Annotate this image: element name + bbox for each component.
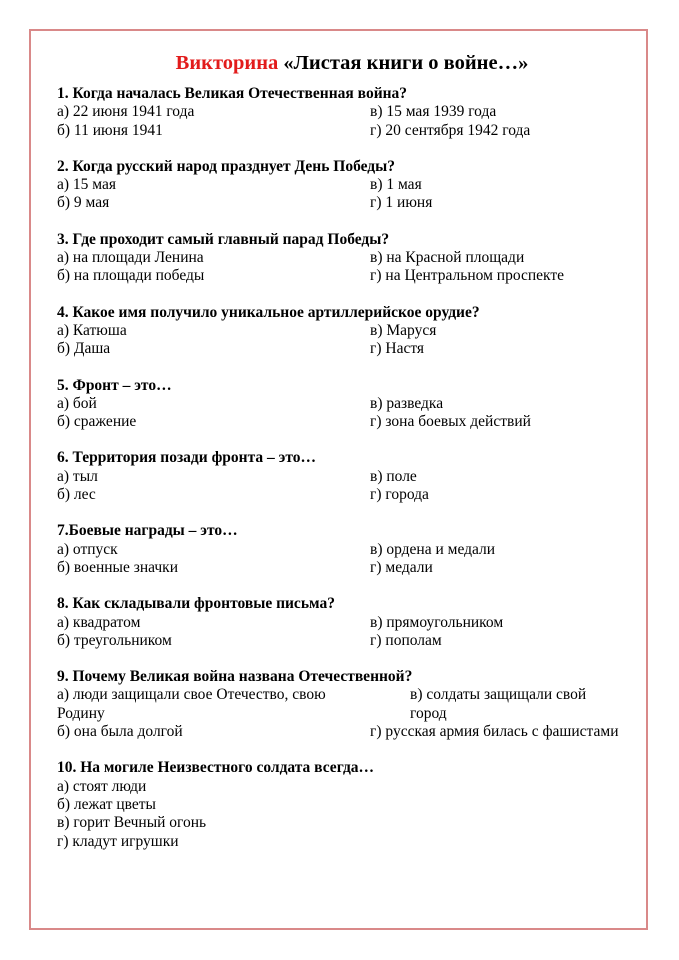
option-v: в) горит Вечный огонь [57,814,207,832]
question-text: 10. На могиле Неизвестного солдата всегда… [57,759,375,777]
option-g: г) 1 июня [370,194,433,212]
answer-options [57,686,647,741]
answer-options [57,249,647,286]
option-b: б) Даша [57,340,111,358]
answer-options [57,176,647,213]
page-title [57,50,647,76]
title-rest: «Листая книги о войне…» [278,52,529,74]
question-6 [57,449,647,504]
question-10 [57,759,647,850]
answer-options [57,103,647,140]
option-b: б) 11 июня 1941 [57,121,163,139]
option-a: а) 15 мая [57,176,117,194]
option-a: а) Катюша [57,321,127,339]
question-text: 5. Фронт – это… [57,376,172,394]
option-a: а) отпуск [57,540,118,558]
question-4 [57,304,647,359]
option-v: в) 15 мая 1939 года [370,103,497,121]
option-v: в) на Красной площади [370,249,525,267]
question-8 [57,595,647,650]
question-5 [57,377,647,432]
question-text: 9. Почему Великая война названа Отечественной? [57,668,413,686]
question-2 [57,158,647,213]
option-g: г) медали [370,558,433,576]
answer-options [57,322,647,359]
option-v: в) солдаты защищали свой город [410,686,587,722]
option-a: а) квадратом [57,613,141,631]
option-b: б) 9 мая [57,194,110,212]
option-a: а) 22 июня 1941 года [57,103,195,121]
option-v: в) поле [370,467,417,485]
option-v: в) прямоугольником [370,613,504,631]
answer-options [57,541,647,578]
title-prefix: Викторина [175,52,279,74]
option-g: г) города [370,486,429,504]
option-g: г) Настя [370,340,425,358]
option-a: а) бой [57,394,97,412]
option-b: б) сражение [57,413,137,431]
option-b: б) лежат цветы [57,795,156,813]
option-b: б) на площади победы [57,267,205,285]
option-v: в) разведка [370,394,444,412]
option-g: г) на Центральном проспекте [370,267,564,285]
question-7 [57,522,647,577]
question-text: 6. Территория позади фронта – это… [57,449,317,467]
question-text: 3. Где проходит самый главный парад Победы? [57,230,390,248]
option-a: а) стоят люди [57,777,147,795]
question-text: 1. Когда началась Великая Отечественная война? [57,85,408,102]
question-1 [57,85,647,140]
question-text: 2. Когда русский народ празднует День Победы? [57,157,396,175]
question-9 [57,668,647,741]
option-g: г) зона боевых действий [370,413,531,431]
quiz-document [57,50,647,869]
option-a: а) люди защищали свое Отечество, свою Родину [57,686,326,722]
option-v: в) ордена и медали [370,540,496,558]
option-b: б) она была долгой [57,723,183,741]
option-g: г) пополам [370,631,442,649]
option-v: в) 1 мая [370,176,422,194]
question-3 [57,231,647,286]
option-g: г) русская армия билась с фашистами [370,723,619,741]
answer-options [57,778,647,851]
question-text: 7.Боевые награды – это… [57,522,238,540]
answer-options [57,468,647,505]
option-v: в) Маруся [370,321,437,339]
option-g: г) 20 сентября 1942 года [370,121,531,139]
option-b: б) военные значки [57,558,179,576]
option-a: а) на площади Ленина [57,249,204,267]
option-g: г) кладут игрушки [57,832,179,850]
option-b: б) лес [57,486,96,504]
question-text: 4. Какое имя получило уникальное артиллерийское орудие? [57,303,480,321]
option-b: б) треугольником [57,631,172,649]
answer-options [57,614,647,651]
question-text: 8. Как складывали фронтовые письма? [57,595,335,613]
option-a: а) тыл [57,467,98,485]
answer-options [57,395,647,432]
